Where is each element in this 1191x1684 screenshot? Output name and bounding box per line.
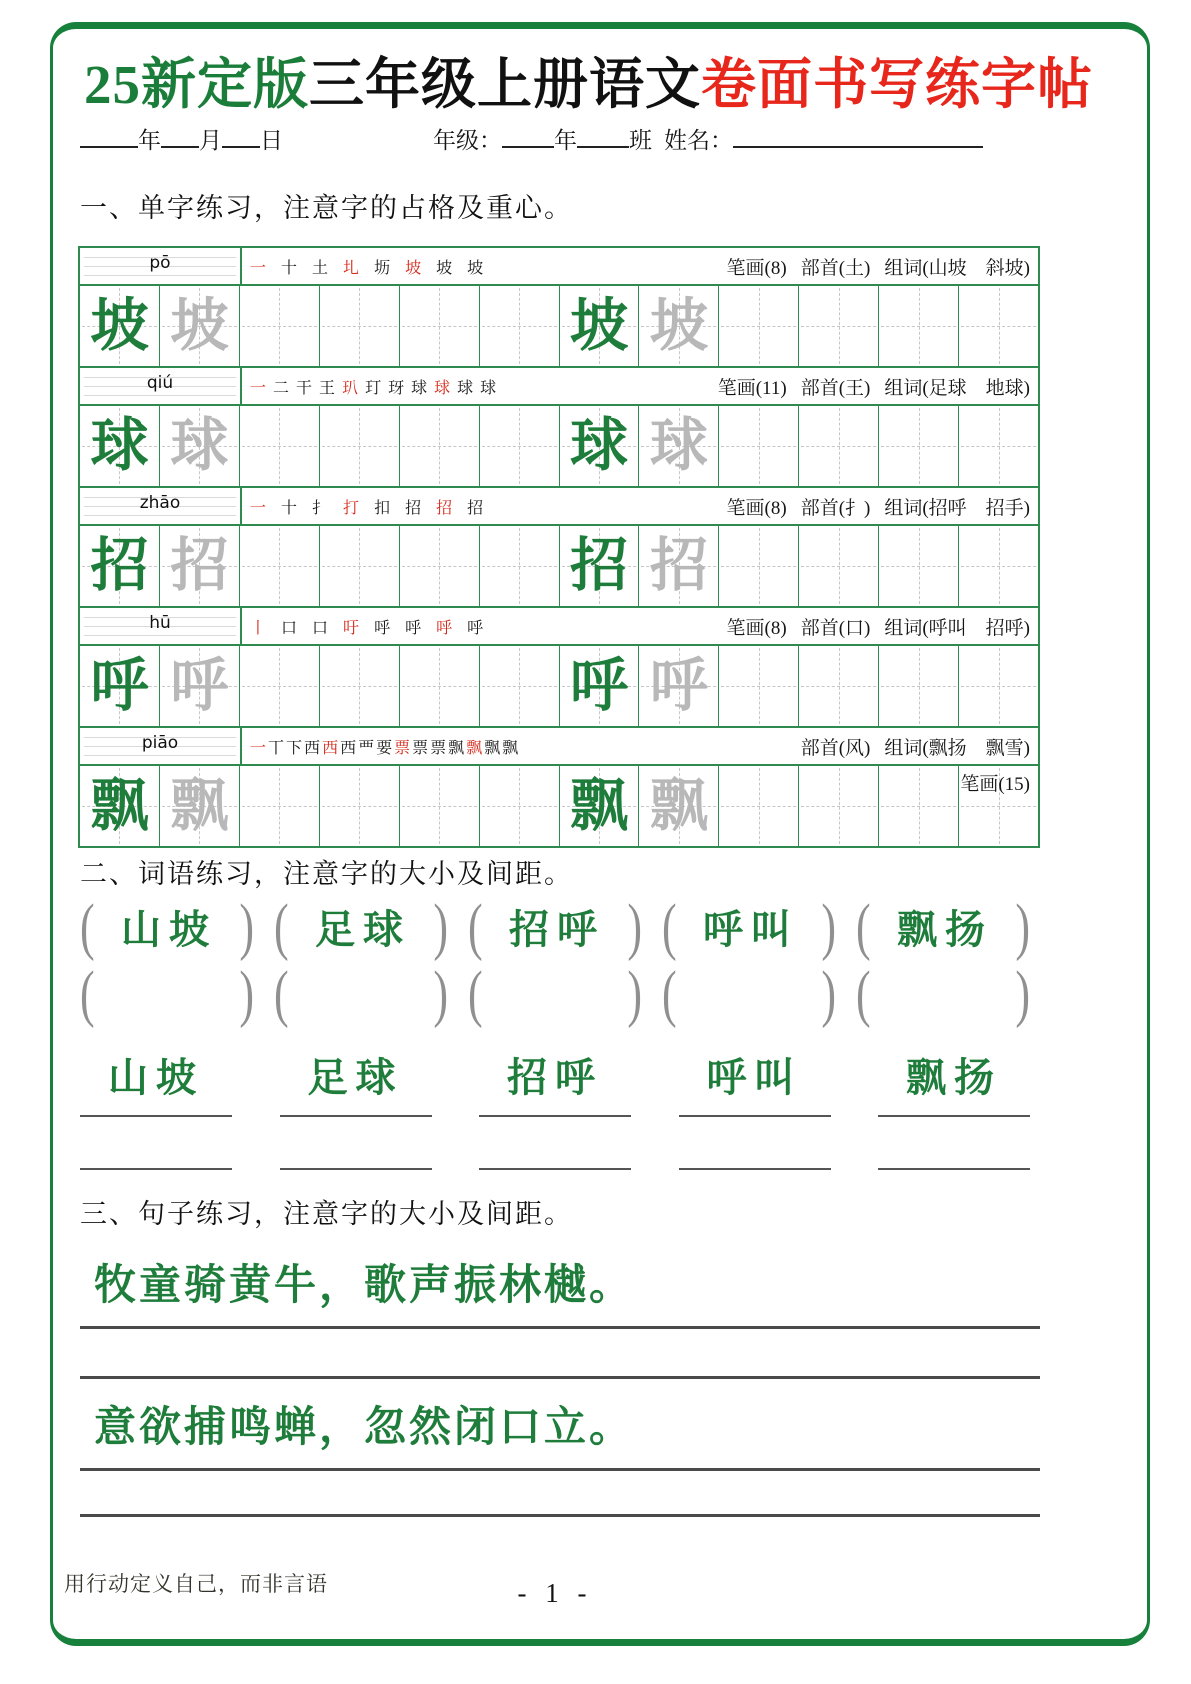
- practice-cell: [559, 526, 639, 606]
- char-block-飘: [80, 726, 1038, 846]
- char-info-row: [80, 366, 1038, 404]
- practice-cell: [159, 526, 239, 606]
- stroke-step: 要: [376, 739, 393, 757]
- char-info-labels: [718, 368, 1038, 404]
- stroke-step: 王: [319, 379, 336, 397]
- stroke-step: 招: [405, 499, 422, 517]
- practice-cell: [559, 286, 639, 366]
- stroke-step: 票: [430, 739, 447, 757]
- practice-cell: [798, 766, 878, 846]
- practice-char-gray: 呼: [649, 653, 708, 718]
- char-practice-row: [80, 764, 1038, 846]
- date-year-blank: [80, 123, 138, 148]
- practice-cell: [159, 646, 239, 726]
- practice-cell: [239, 646, 319, 726]
- title-edition: 25新定版: [84, 54, 310, 115]
- practice-cell: [319, 526, 399, 606]
- close-paren: ): [821, 957, 836, 1029]
- practice-char-green: 坡: [569, 293, 628, 358]
- practice-cell: [479, 286, 559, 366]
- practice-char-green: 招: [569, 533, 628, 598]
- sentence-2-blank-line: [80, 1514, 1040, 1517]
- close-paren: ): [821, 890, 836, 962]
- practice-cell: [718, 406, 798, 486]
- practice-char-green: 飘: [569, 773, 628, 838]
- pinyin-guide-line: [84, 755, 236, 756]
- practice-cell: [559, 646, 639, 726]
- title-subject: 卷面书写练字帖: [701, 54, 1094, 115]
- char-block-坡: [80, 248, 1038, 366]
- practice-cell: [399, 406, 479, 486]
- open-paren: (: [274, 890, 289, 962]
- practice-char-green: 飘: [90, 773, 149, 838]
- grade-class-label: 班: [629, 128, 652, 153]
- char-block-呼: [80, 606, 1038, 726]
- stroke-step: 干: [296, 379, 313, 397]
- practice-word: 山坡: [121, 907, 217, 952]
- grade-year-label: 年: [554, 128, 577, 153]
- date-year-label: 年: [138, 128, 161, 153]
- practice-cell: [958, 526, 1038, 606]
- pinyin-box: [80, 728, 242, 764]
- stroke-step: 西: [322, 739, 339, 757]
- word-underline-group: [479, 1046, 631, 1117]
- close-paren: ): [239, 890, 254, 962]
- stroke-step: 打: [343, 499, 360, 517]
- stroke-step: 招: [436, 499, 453, 517]
- stroke-step: 玎: [365, 379, 382, 397]
- stroke-step: 一: [250, 379, 267, 397]
- practice-cell: [878, 286, 958, 366]
- stroke-step: 十: [281, 499, 298, 517]
- stroke-step: 呼: [436, 619, 453, 637]
- section1-heading: 一、单字练习，注意字的占格及重心。: [80, 193, 573, 223]
- char-info-row: [80, 726, 1038, 764]
- practice-word: 呼叫: [703, 907, 799, 952]
- practice-cell: [479, 646, 559, 726]
- stroke-step: 坡: [436, 259, 453, 277]
- char-info-labels: [801, 728, 1038, 764]
- stroke-step: 口: [281, 619, 298, 637]
- practice-cell: [638, 646, 718, 726]
- pinyin-text: hū: [149, 613, 171, 633]
- word-row-filled-parens: [80, 890, 1030, 962]
- pinyin-box: [80, 608, 242, 644]
- practice-char-gray: 呼: [170, 653, 229, 718]
- practice-cell: [878, 526, 958, 606]
- practice-cell: [80, 286, 159, 366]
- close-paren: ): [433, 957, 448, 1029]
- practice-cell: [319, 646, 399, 726]
- close-paren: ): [1015, 957, 1030, 1029]
- empty-underline: [878, 1168, 1030, 1170]
- char-info-row: [80, 248, 1038, 284]
- empty-underline: [679, 1168, 831, 1170]
- char-info-label: 部首(王): [800, 377, 871, 399]
- name-label: 姓名：: [664, 128, 733, 153]
- practice-char-green: 呼: [569, 653, 628, 718]
- stroke-step: 飘: [484, 739, 501, 757]
- close-paren: ): [433, 890, 448, 962]
- word-paren-group: [662, 890, 836, 962]
- char-practice-row: [80, 644, 1038, 726]
- practice-cell: [798, 406, 878, 486]
- char-info-row: [80, 486, 1038, 524]
- practice-cell: [80, 406, 159, 486]
- grade-class-blank: [577, 123, 629, 148]
- date-month-blank: [161, 123, 199, 148]
- char-info-label: 部首(风): [800, 737, 871, 759]
- character-practice-table: [78, 246, 1040, 848]
- stroke-step: 球: [457, 379, 474, 397]
- stroke-step: 一: [250, 499, 267, 517]
- practice-word: 飘扬: [897, 907, 993, 952]
- practice-cell: [159, 286, 239, 366]
- practice-char-gray: 坡: [170, 293, 229, 358]
- practice-cell: [718, 286, 798, 366]
- char-info-row: [80, 606, 1038, 644]
- stroke-step: 丅: [268, 739, 285, 757]
- practice-char-gray: 飘: [170, 773, 229, 838]
- stroke-order-sequence: [242, 488, 727, 524]
- stroke-step: 扌: [312, 499, 329, 517]
- section3-heading: 三、句子练习，注意字的大小及间距。: [80, 1199, 573, 1229]
- char-info-label: 组词(足球 地球): [884, 377, 1030, 399]
- char-info-label: 笔画(8): [726, 617, 787, 639]
- word-row-underlined: [80, 1046, 1030, 1117]
- word-underline-group: [679, 1046, 831, 1117]
- stroke-step: 坜: [374, 259, 391, 277]
- open-paren: (: [856, 957, 871, 1029]
- char-info-label: 组词(飘扬 飘雪): [884, 737, 1030, 759]
- char-practice-row: [80, 284, 1038, 366]
- practice-cell: [399, 766, 479, 846]
- word-underline-group: [80, 1046, 232, 1117]
- stroke-step: 西: [340, 739, 357, 757]
- stroke-count-label: 笔画(15): [960, 774, 1030, 795]
- empty-paren-group: [662, 957, 836, 1029]
- stroke-step: 票: [412, 739, 429, 757]
- practice-word: 呼叫: [706, 1055, 803, 1100]
- stroke-step: 丨: [250, 619, 267, 637]
- practice-cell: [718, 526, 798, 606]
- practice-cell: [958, 406, 1038, 486]
- stroke-order-sequence: [242, 248, 727, 284]
- close-paren: ): [239, 957, 254, 1029]
- practice-cell: [239, 766, 319, 846]
- practice-cell: [80, 526, 159, 606]
- practice-char-green: 招: [90, 533, 149, 598]
- practice-cell: [80, 646, 159, 726]
- stroke-step: 飘: [448, 739, 465, 757]
- char-info-label: 笔画(11): [717, 377, 787, 399]
- page-title: [84, 40, 1114, 119]
- pinyin-box: [80, 248, 242, 284]
- stroke-step: 呼: [405, 619, 422, 637]
- char-block-招: [80, 486, 1038, 606]
- char-info-label: 部首(土): [800, 257, 871, 279]
- title-grade: 三年级上册语文: [309, 54, 702, 115]
- practice-word: 足球: [315, 907, 411, 952]
- pinyin-text: pō: [149, 253, 171, 273]
- char-practice-row: [80, 524, 1038, 606]
- char-info-label: 部首(扌): [800, 497, 871, 519]
- pinyin-box: [80, 368, 242, 404]
- practice-char-green: 坡: [90, 293, 149, 358]
- pinyin-guide-line: [84, 515, 236, 516]
- word-row-empty-underlines: [80, 1168, 1030, 1170]
- date-line: [80, 122, 1060, 155]
- practice-cell: [878, 646, 958, 726]
- practice-cell: [479, 526, 559, 606]
- practice-cell: [159, 406, 239, 486]
- open-paren: (: [468, 890, 483, 962]
- empty-paren-group: [80, 957, 254, 1029]
- open-paren: (: [80, 957, 95, 1029]
- open-paren: (: [662, 890, 677, 962]
- practice-cell: [159, 766, 239, 846]
- stroke-step: 飘: [466, 739, 483, 757]
- pinyin-box: [80, 488, 242, 524]
- open-paren: (: [274, 957, 289, 1029]
- pinyin-guide-line: [84, 635, 236, 636]
- pinyin-guide-line: [84, 275, 236, 276]
- stroke-step: 玡: [388, 379, 405, 397]
- stroke-step: 坡: [467, 259, 484, 277]
- section2-heading: 二、词语练习，注意字的大小及间距。: [80, 859, 573, 889]
- practice-cell: [878, 406, 958, 486]
- practice-cell: [638, 766, 718, 846]
- stroke-step: 一: [250, 259, 267, 277]
- word-row-empty-parens: [80, 957, 1030, 1029]
- sentence-1-blank-line: [80, 1376, 1040, 1379]
- char-info-label: 组词(呼叫 招呼): [884, 617, 1030, 639]
- stroke-step: 吁: [343, 619, 360, 637]
- practice-word: 足球: [307, 1055, 404, 1100]
- stroke-step: 一: [250, 739, 267, 757]
- empty-underline: [80, 1168, 232, 1170]
- practice-cell: [559, 766, 639, 846]
- stroke-step: 球: [411, 379, 428, 397]
- practice-cell: [718, 766, 798, 846]
- stroke-step: 呼: [374, 619, 391, 637]
- practice-char-green: 球: [569, 413, 628, 478]
- page-number: - 1 -: [517, 1578, 593, 1608]
- word-paren-group: [274, 890, 448, 962]
- practice-char-gray: 坡: [649, 293, 708, 358]
- date-day-label: 日: [260, 128, 283, 153]
- practice-cell: [638, 526, 718, 606]
- char-info-labels: [727, 488, 1038, 524]
- stroke-step: 二: [273, 379, 290, 397]
- open-paren: (: [468, 957, 483, 1029]
- char-practice-row: [80, 404, 1038, 486]
- practice-char-gray: 球: [170, 413, 229, 478]
- practice-cell: [718, 646, 798, 726]
- empty-paren-group: [274, 957, 448, 1029]
- grade-year-blank: [502, 123, 554, 148]
- empty-underline: [280, 1168, 432, 1170]
- char-info-label: 笔画(8): [726, 257, 787, 279]
- open-paren: (: [662, 957, 677, 1029]
- pinyin-text: zhāo: [139, 493, 181, 513]
- open-paren: (: [856, 890, 871, 962]
- practice-cell: [479, 406, 559, 486]
- stroke-order-sequence: [242, 608, 727, 644]
- date-month-label: 月: [199, 128, 222, 153]
- stroke-step: 下: [286, 739, 303, 757]
- char-info-labels: [727, 248, 1038, 284]
- practice-word: 招呼: [509, 907, 605, 952]
- stroke-step: 飘: [502, 739, 519, 757]
- word-underline-group: [878, 1046, 1030, 1117]
- open-paren: (: [80, 890, 95, 962]
- stroke-step: 圠: [343, 259, 360, 277]
- practice-cell: [798, 646, 878, 726]
- stroke-step: 覀: [358, 739, 375, 757]
- char-block-球: [80, 366, 1038, 486]
- practice-char-gray: 招: [170, 533, 229, 598]
- practice-cell: [559, 406, 639, 486]
- char-info-label: 笔画(8): [726, 497, 787, 519]
- practice-cell: [80, 766, 159, 846]
- grade-label: 年级：: [433, 128, 502, 153]
- practice-cell: [798, 286, 878, 366]
- pinyin-text: qiú: [146, 373, 174, 393]
- word-paren-group: [856, 890, 1030, 962]
- practice-word: 招呼: [507, 1055, 603, 1100]
- practice-cell: [319, 406, 399, 486]
- practice-cell: [319, 286, 399, 366]
- stroke-step: 球: [480, 379, 497, 397]
- footer-motto: 用行动定义自己，而非言语: [64, 1572, 328, 1596]
- stroke-order-sequence: [242, 728, 801, 764]
- char-info-labels: [727, 608, 1038, 644]
- close-paren: ): [627, 890, 642, 962]
- pinyin-guide-line: [84, 395, 236, 396]
- practice-cell: [239, 286, 319, 366]
- word-paren-group: [468, 890, 642, 962]
- char-info-label: 部首(口): [800, 617, 871, 639]
- practice-cell: [878, 766, 958, 846]
- word-underline-group: [280, 1046, 432, 1117]
- practice-word: 飘扬: [906, 1055, 1002, 1100]
- practice-cell: [399, 286, 479, 366]
- name-blank: [733, 123, 983, 148]
- practice-char-gray: 招: [649, 533, 708, 598]
- empty-paren-group: [856, 957, 1030, 1029]
- practice-char-gray: 球: [649, 413, 708, 478]
- sentence-2: 意欲捕鸣蝉，忽然闭口立。: [80, 1394, 1040, 1471]
- practice-cell: [319, 766, 399, 846]
- stroke-step: 口: [312, 619, 329, 637]
- stroke-step: 招: [467, 499, 484, 517]
- practice-word: 山坡: [108, 1055, 204, 1100]
- practice-cell: [638, 406, 718, 486]
- stroke-order-sequence: [242, 368, 718, 404]
- stroke-step: 十: [281, 259, 298, 277]
- stroke-step: 坡: [405, 259, 422, 277]
- word-paren-group: [80, 890, 254, 962]
- close-paren: ): [627, 957, 642, 1029]
- stroke-step: 票: [394, 739, 411, 757]
- stroke-step: 西: [304, 739, 321, 757]
- close-paren: ): [1015, 890, 1030, 962]
- char-info-label: 组词(山坡 斜坡): [884, 257, 1030, 279]
- practice-cell: [638, 286, 718, 366]
- practice-cell: [479, 766, 559, 846]
- practice-cell: [399, 646, 479, 726]
- sentence-1: 牧童骑黄牛，歌声振林樾。: [80, 1252, 1040, 1329]
- practice-cell: [958, 286, 1038, 366]
- date-day-blank: [222, 123, 260, 148]
- practice-cell: [399, 526, 479, 606]
- pinyin-text: piāo: [141, 733, 179, 753]
- practice-cell: [798, 526, 878, 606]
- stroke-step: 玐: [342, 379, 359, 397]
- empty-paren-group: [468, 957, 642, 1029]
- stroke-step: 土: [312, 259, 329, 277]
- practice-char-green: 球: [90, 413, 149, 478]
- char-info-label: 组词(招呼 招手): [884, 497, 1030, 519]
- practice-char-gray: 飘: [649, 773, 708, 838]
- practice-cell: [239, 526, 319, 606]
- stroke-step: 球: [434, 379, 451, 397]
- practice-char-green: 呼: [90, 653, 149, 718]
- practice-cell: [239, 406, 319, 486]
- empty-underline: [479, 1168, 631, 1170]
- stroke-step: 呼: [467, 619, 484, 637]
- stroke-step: 扣: [374, 499, 391, 517]
- practice-cell: [958, 646, 1038, 726]
